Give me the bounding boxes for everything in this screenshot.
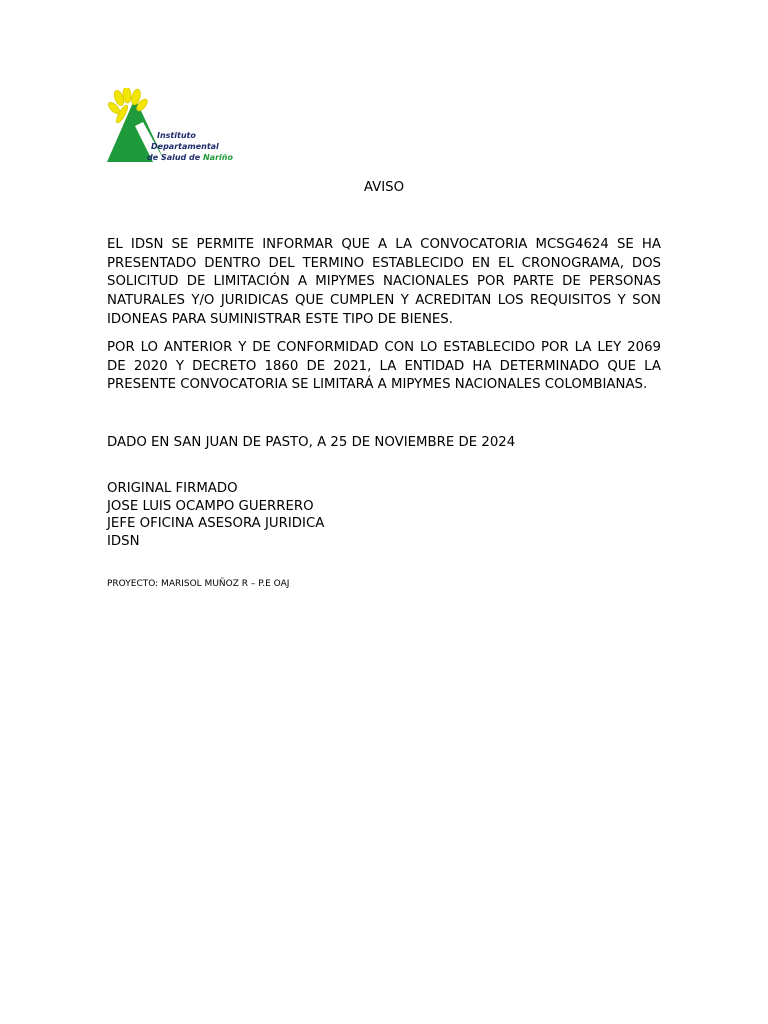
document-title: AVISO [363,180,405,195]
logo-text-line3-a: de Salud de [147,153,203,162]
signatory-title: JEFE OFICINA ASESORA JURIDICA [107,516,325,531]
signatory-organization: IDSN [107,533,140,549]
project-footer: PROYECTO: MARISOL MUÑOZ R – P.E OAJ [107,579,290,589]
paragraph-announcement: EL IDSN SE PERMITE INFORMAR QUE A LA CONVOCATORIA MCSG4624 SE HA PRESENTADO DENTRO DEL TERMINO ESTABLECIDO EN EL CRONOGRAMA, DOS SOLICITUD DE LIMITACIÓN A MIPYMES NACIONALES POR PARTE DE PERSONAS NATURALES Y/O JURIDICAS QUE CUMPLEN Y ACREDITAN LOS REQUISITOS Y SON IDONEAS PARA SUMINISTRAR ESTE TIPO DE BIENES. [107,237,661,327]
idsn-logo-graphic [105,88,245,166]
signature-block [107,480,324,550]
idsn-logo [105,88,245,166]
signature-original: ORIGINAL FIRMADO [107,481,238,496]
logo-text-line2: Departamental [151,142,219,151]
date-line: DADO EN SAN JUAN DE PASTO, A 25 DE NOVIEMBRE DE 2024 [107,435,516,450]
signatory-name: JOSE LUIS OCAMPO GUERRERO [107,498,314,514]
logo-text-line3-b: Nariño [202,153,233,162]
logo-text-line1: Instituto [157,131,196,140]
logo-text-line3 [147,153,233,162]
paragraph-determination: POR LO ANTERIOR Y DE CONFORMIDAD CON LO ESTABLECIDO POR LA LEY 2069 DE 2020 Y DECRETO 1860 DE 2021, LA ENTIDAD HA DETERMINADO QUE LA PRESENTE CONVOCATORIA SE LIMITARÁ A MIPYMES NACIONALES COLOMBIANAS. [107,340,661,393]
